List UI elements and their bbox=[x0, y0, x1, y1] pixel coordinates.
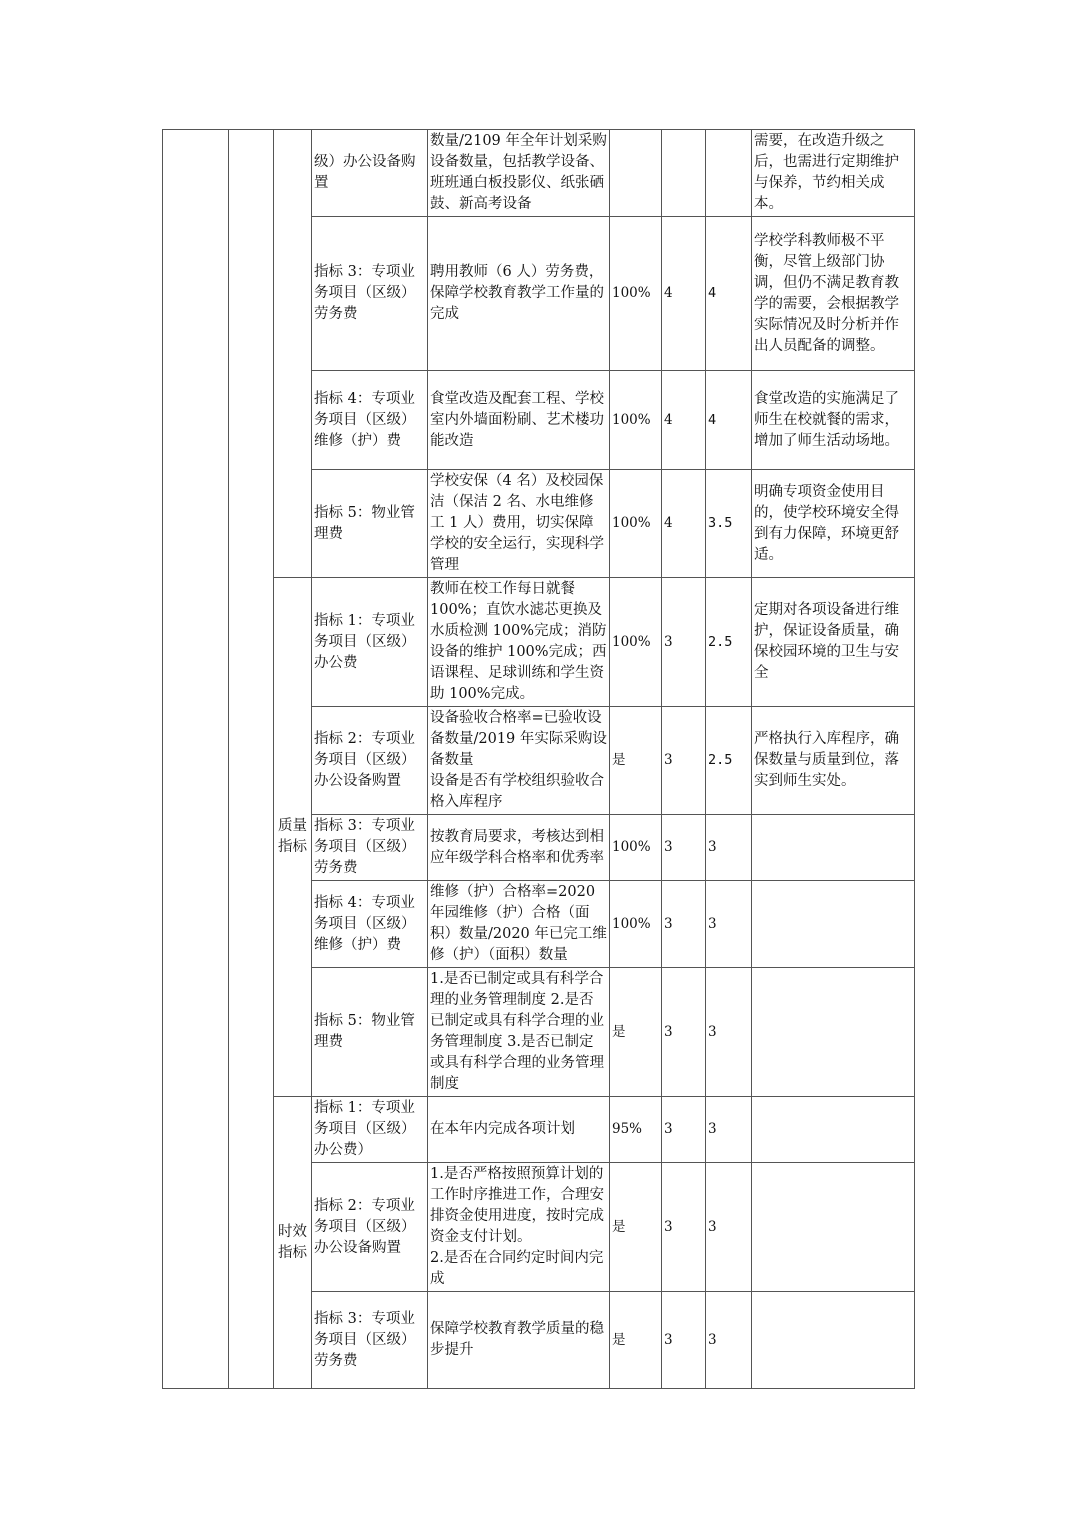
analysis-cell: 需要，在改造升级之后，也需进行定期维护与保养，节约相关成本。 bbox=[752, 130, 915, 217]
content-cell: 食堂改造及配套工程、学校室内外墙面粉刷、艺术楼功能改造 bbox=[428, 371, 610, 470]
weight-cell: 4 bbox=[662, 217, 706, 371]
value-cell: 是 bbox=[610, 968, 662, 1097]
content-cell: 在本年内完成各项计划 bbox=[428, 1097, 610, 1163]
performance-indicator-table bbox=[162, 129, 915, 1389]
indicator-cell: 指标 4：专项业务项目（区级）维修（护）费 bbox=[312, 371, 428, 470]
indicator-cell: 指标 4：专项业务项目（区级）维修（护）费 bbox=[312, 881, 428, 968]
table-row bbox=[163, 130, 915, 217]
content-cell: 学校安保（4 名）及校园保洁（保洁 2 名、水电维修工 1 人）费用，切实保障学校的安全运行，实现科学管理 bbox=[428, 470, 610, 578]
score-cell: 3 bbox=[706, 968, 752, 1097]
outer-category-cell bbox=[163, 130, 229, 1389]
section-label-timeliness: 时效指标 bbox=[274, 1097, 312, 1389]
score-cell: 4 bbox=[706, 217, 752, 371]
indicator-cell: 指标 2：专项业务项目（区级）办公设备购置 bbox=[312, 1163, 428, 1292]
content-cell: 保障学校教育教学质量的稳步提升 bbox=[428, 1292, 610, 1389]
score-cell: 3 bbox=[706, 1097, 752, 1163]
value-cell: 100% bbox=[610, 371, 662, 470]
section-cell-previous bbox=[274, 130, 312, 578]
weight-cell: 3 bbox=[662, 968, 706, 1097]
score-cell: 3 bbox=[706, 1292, 752, 1389]
table-row bbox=[163, 1097, 915, 1163]
weight-cell: 3 bbox=[662, 707, 706, 815]
content-cell: 设备验收合格率=已验收设备数量/2019 年实际采购设备数量 设备是否有学校组织验收合格入库程序 bbox=[428, 707, 610, 815]
analysis-cell: 学校学科教师极不平衡，尽管上级部门协调，但仍不满足教育教学的需要，会根据教学实际情况及时分析并作出人员配备的调整。 bbox=[752, 217, 915, 371]
section-label-quality: 质量指标 bbox=[274, 578, 312, 1097]
indicator-cell: 指标 3：专项业务项目（区级）劳务费 bbox=[312, 815, 428, 881]
weight-cell bbox=[662, 130, 706, 217]
value-cell: 100% bbox=[610, 815, 662, 881]
indicator-cell: 指标 5：物业管理费 bbox=[312, 968, 428, 1097]
score-cell: 2.5 bbox=[706, 578, 752, 707]
analysis-cell: 明确专项资金使用目的，使学校环境安全得到有力保障，环境更舒适。 bbox=[752, 470, 915, 578]
indicator-cell: 指标 3：专项业务项目（区级）劳务费 bbox=[312, 1292, 428, 1389]
score-cell: 3 bbox=[706, 1163, 752, 1292]
indicator-cell: 指标 3：专项业务项目（区级）劳务费 bbox=[312, 217, 428, 371]
content-cell: 1.是否已制定或具有科学合理的业务管理制度 2.是否已制定或具有科学合理的业务管理制度 3.是否已制定或具有科学合理的业务管理制度 bbox=[428, 968, 610, 1097]
indicator-cell: 指标 1：专项业务项目（区级）办公费 bbox=[312, 578, 428, 707]
analysis-cell bbox=[752, 881, 915, 968]
value-cell: 100% bbox=[610, 217, 662, 371]
weight-cell: 3 bbox=[662, 815, 706, 881]
indicator-cell: 指标 1：专项业务项目（区级）办公费） bbox=[312, 1097, 428, 1163]
score-cell: 3 bbox=[706, 881, 752, 968]
table-row bbox=[163, 578, 915, 707]
weight-cell: 3 bbox=[662, 578, 706, 707]
content-cell: 按教育局要求，考核达到相应年级学科合格率和优秀率 bbox=[428, 815, 610, 881]
indicator-cell: 指标 5：物业管理费 bbox=[312, 470, 428, 578]
score-cell: 2.5 bbox=[706, 707, 752, 815]
value-cell: 是 bbox=[610, 707, 662, 815]
weight-cell: 4 bbox=[662, 470, 706, 578]
score-cell: 4 bbox=[706, 371, 752, 470]
content-cell: 维修（护）合格率=2020 年园维修（护）合格（面积）数量/2020 年已完工维修（护）（面积）数量 bbox=[428, 881, 610, 968]
value-cell bbox=[610, 130, 662, 217]
analysis-cell: 严格执行入库程序，确保数量与质量到位，落实到师生实处。 bbox=[752, 707, 915, 815]
weight-cell: 3 bbox=[662, 1292, 706, 1389]
analysis-cell: 食堂改造的实施满足了师生在校就餐的需求，增加了师生活动场地。 bbox=[752, 371, 915, 470]
value-cell: 95% bbox=[610, 1097, 662, 1163]
value-cell: 是 bbox=[610, 1163, 662, 1292]
weight-cell: 3 bbox=[662, 1163, 706, 1292]
content-cell: 数量/2109 年全年计划采购设备数量，包括教学设备、班班通白板投影仪、纸张硒鼓、新高考设备 bbox=[428, 130, 610, 217]
value-cell: 100% bbox=[610, 470, 662, 578]
score-cell bbox=[706, 130, 752, 217]
analysis-cell bbox=[752, 815, 915, 881]
indicator-cell: 指标 2：专项业务项目（区级）办公设备购置 bbox=[312, 707, 428, 815]
value-cell: 100% bbox=[610, 578, 662, 707]
subcategory-cell bbox=[229, 130, 274, 1389]
content-cell: 聘用教师（6 人）劳务费，保障学校教育教学工作量的完成 bbox=[428, 217, 610, 371]
analysis-cell: 定期对各项设备进行维护，保证设备质量，确保校园环境的卫生与安全 bbox=[752, 578, 915, 707]
value-cell: 是 bbox=[610, 1292, 662, 1389]
weight-cell: 3 bbox=[662, 881, 706, 968]
score-cell: 3.5 bbox=[706, 470, 752, 578]
value-cell: 100% bbox=[610, 881, 662, 968]
analysis-cell bbox=[752, 1292, 915, 1389]
score-cell: 3 bbox=[706, 815, 752, 881]
content-cell: 教师在校工作每日就餐 100%；直饮水滤芯更换及水质检测 100%完成；消防设备的维护 100%完成；西语课程、足球训练和学生资助 100%完成。 bbox=[428, 578, 610, 707]
analysis-cell bbox=[752, 1163, 915, 1292]
indicator-cell: 级）办公设备购置 bbox=[312, 130, 428, 217]
weight-cell: 4 bbox=[662, 371, 706, 470]
analysis-cell bbox=[752, 1097, 915, 1163]
content-cell: 1.是否严格按照预算计划的工作时序推进工作，合理安排资金使用进度，按时完成资金支付计划。 2.是否在合同约定时间内完成 bbox=[428, 1163, 610, 1292]
weight-cell: 3 bbox=[662, 1097, 706, 1163]
analysis-cell bbox=[752, 968, 915, 1097]
